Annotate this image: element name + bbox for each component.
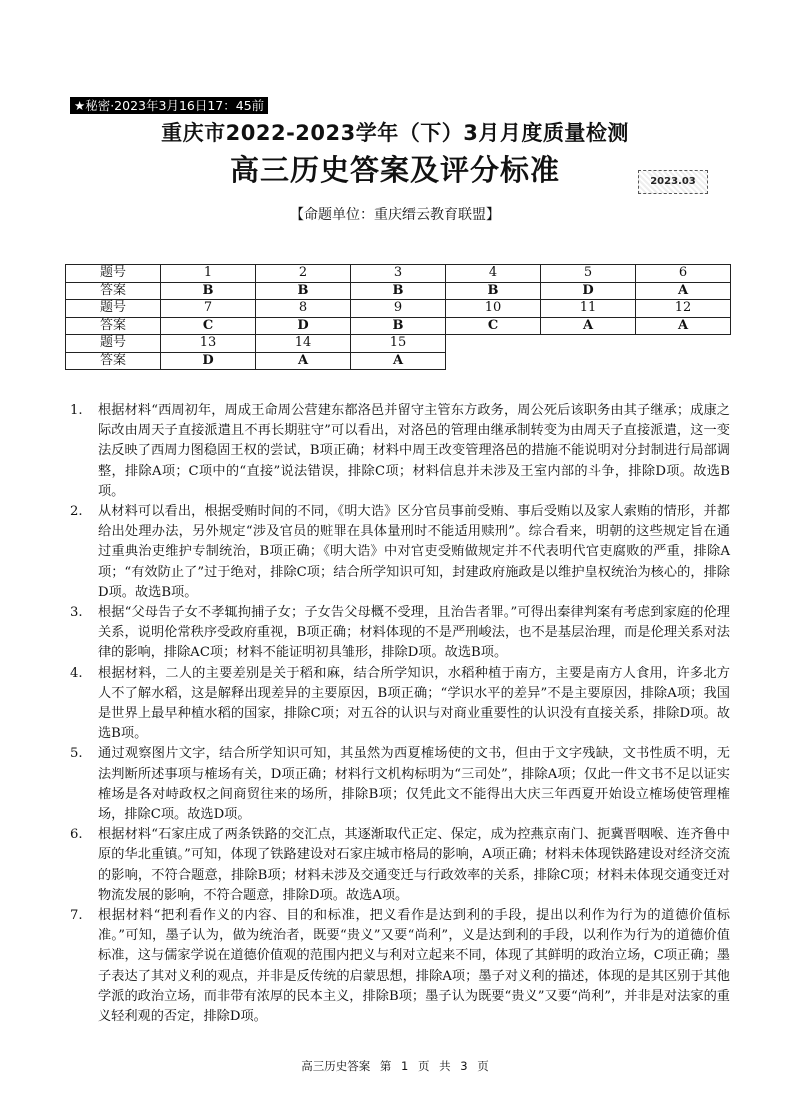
question-number: 6 <box>636 265 731 283</box>
answer-cell: B <box>446 282 541 300</box>
exam-title: 重庆市2022-2023学年（下）3月月度质量检测 <box>161 121 629 145</box>
question-number: 4 <box>446 265 541 283</box>
answer-cell: C <box>161 317 256 335</box>
item-text: 通过观察图片文字，结合所学知识可知，其虽然为西夏榷场使的文书，但由于文字残缺，文书性质不明，无法判断所述事项与榷场有关，D项正确；材料行文机构标明为“三司处”，排除A项；仅此一件文书不足以证实榷场是各对峙政权之间商贸往来的场所，排除B项；仅凭此文不能得出大庆三年西夏开始设立榷场使管理榷场，排除C项。故选D项。 <box>98 746 730 823</box>
issuing-unit: 【命题单位：重庆缙云教育联盟】 <box>290 207 500 223</box>
document-subtitle: 高三历史答案及评分标准 <box>229 153 560 187</box>
question-number: 5 <box>541 265 636 283</box>
item-number: 4. <box>70 665 83 681</box>
item-number: 6. <box>70 827 83 843</box>
item-number: 5. <box>70 746 83 762</box>
answer-cell: D <box>161 352 256 370</box>
item-number: 3. <box>70 605 83 621</box>
question-number: 3 <box>351 265 446 283</box>
answer-cell: C <box>446 317 541 335</box>
item-number: 2. <box>70 504 83 520</box>
answer-cell: B <box>351 282 446 300</box>
answer-cell: A <box>351 352 446 370</box>
question-label: 题号 <box>66 335 161 353</box>
table-row <box>66 335 731 353</box>
item-text: 根据材料，二人的主要差别是关于稻和麻，结合所学知识，水稻种植于南方，主要是南方人食用，许多北方人不了解水稻，这是解释出现差异的主要原因，B项正确；“学识水平的差异”不是主要原因，排除A项；我国是世界上最早种植水稻的国家，排除C项；对五谷的认识与对商业重要性的认识没有直接关系，排除D项。故选B项。 <box>98 665 730 742</box>
question-number: 15 <box>351 335 446 353</box>
question-number: 13 <box>161 335 256 353</box>
empty-cell <box>636 335 731 353</box>
answer-cell: A <box>636 282 731 300</box>
list-item <box>70 401 730 502</box>
table-row <box>66 282 731 300</box>
footer-total-pages: 共 3 页 <box>439 1059 489 1073</box>
footer-page-number: 第 1 页 <box>379 1059 430 1073</box>
list-item <box>70 744 730 825</box>
empty-cell <box>541 352 636 370</box>
question-number: 9 <box>351 300 446 318</box>
answer-label: 答案 <box>66 282 161 300</box>
table-row <box>66 300 731 318</box>
item-text: 从材料可以看出，根据受贿时间的不同，《明大诰》区分官员事前受贿、事后受贿以及家人索贿的情形，并都给出处理办法，另外规定“涉及官员的赃罪在具体量刑时不能适用赎刑”。综合看来，明朝的这些规定旨在通过重典治吏维护专制统治，B项正确；《明大诰》中对官吏受贿做规定并不代表明代官吏腐败的严重，排除A项；“有效防止了”过于绝对，排除C项；结合所学知识可知，封建政府施政是以维护皇权统治为核心的，排除D项。故选B项。 <box>98 504 730 600</box>
list-item <box>70 664 730 745</box>
item-number: 1. <box>70 403 83 418</box>
answer-table <box>65 264 731 370</box>
table-row <box>66 352 731 370</box>
item-text: 根据材料“石家庄成了两条铁路的交汇点，其逐渐取代正定、保定，成为控燕京南门、扼冀晋咽喉、连齐鲁中原的华北重镇。”可知，体现了铁路建设对石家庄城市格局的影响，A项正确；材料未体现铁路建设对经济交流的影响，不符合题意，排除B项；材料未涉及交通变迁与行政效率的关系，排除C项；材料未体现交通变迁对物流发展的影响，不符合题意，排除D项。故选A项。 <box>98 827 730 903</box>
footer-doc-name: 高三历史答案 <box>301 1059 371 1073</box>
item-number: 7. <box>70 908 83 924</box>
explanation-list <box>70 401 730 1027</box>
question-number: 12 <box>636 300 731 318</box>
question-label: 题号 <box>66 300 161 318</box>
answer-cell: D <box>256 317 351 335</box>
answer-cell: A <box>256 352 351 370</box>
list-item <box>70 603 730 664</box>
question-label: 题号 <box>66 265 161 283</box>
table-row <box>66 265 731 283</box>
question-number: 10 <box>446 300 541 318</box>
empty-cell <box>446 335 541 353</box>
table-row <box>66 317 731 335</box>
list-item <box>70 502 730 603</box>
question-number: 1 <box>161 265 256 283</box>
answer-label: 答案 <box>66 317 161 335</box>
answer-cell: D <box>541 282 636 300</box>
answer-cell: A <box>636 317 731 335</box>
question-number: 7 <box>161 300 256 318</box>
answer-cell: B <box>256 282 351 300</box>
answer-cell: B <box>351 317 446 335</box>
item-text: 根据“父母告子女不孝辄拘捕子女；子女告父母概不受理，且治告者罪。”可得出秦律判案有考虑到家庭的伦理关系，说明伦常秩序受政府重视，B项正确；材料体现的不是严刑峻法，也不是基层治理，而是伦理关系对法律的影响，排除AC项；材料不能证明初具雏形，排除D项。故选B项。 <box>98 605 730 661</box>
question-number: 2 <box>256 265 351 283</box>
answer-cell: A <box>541 317 636 335</box>
answer-label: 答案 <box>66 352 161 370</box>
empty-cell <box>446 352 541 370</box>
list-item <box>70 906 730 1027</box>
empty-cell <box>541 335 636 353</box>
page-footer <box>0 1058 790 1074</box>
confidential-badge: ★秘密·2023年3月16日17：45前 <box>70 97 268 114</box>
item-text: 根据材料“把利看作义的内容、目的和标准，把义看作是达到利的手段，提出以利作为行为的道德价值标准。”可知，墨子认为，做为统治者，既要“贵义”又要“尚利”，义是达到利的手段，以利作为行为的道德价值标准，这与儒家学说在道德价值观的范围内把义与利对立起来不同，体现了其鲜明的政治立场，C项正确；墨子表达了其对义利的观点，并非是反传统的启蒙思想，排除A项；墨子对义利的描述，体现的是其区别于其他学派的政治立场，而非带有浓厚的民本主义，排除B项；墨子认为既要“贵义”又要“尚利”，并非是对法家的重义轻利观的否定，排除D项。 <box>98 908 730 1025</box>
question-number: 8 <box>256 300 351 318</box>
empty-cell <box>636 352 731 370</box>
question-number: 14 <box>256 335 351 353</box>
list-item <box>70 825 730 906</box>
item-text: 根据材料“西周初年，周成王命周公营建东都洛邑并留守主管东方政务，周公死后该职务由其子继承；成康之际改由周天子直接派遣且不再长期驻守”可以看出，对洛邑的管理由继承制转变为由周天子直接派遣，这一变法反映了西周力图稳固王权的尝试，B项正确；材料中周王改变管理洛邑的措施不能说明对分封制进行局部调整，排除A项；C项中的“直接”说法错误，排除C项；材料信息并未涉及王室内部的斗争，排除D项。故选B项。 <box>98 403 730 499</box>
answer-cell: B <box>161 282 256 300</box>
date-stamp: 2023.03 <box>638 170 708 194</box>
question-number: 11 <box>541 300 636 318</box>
